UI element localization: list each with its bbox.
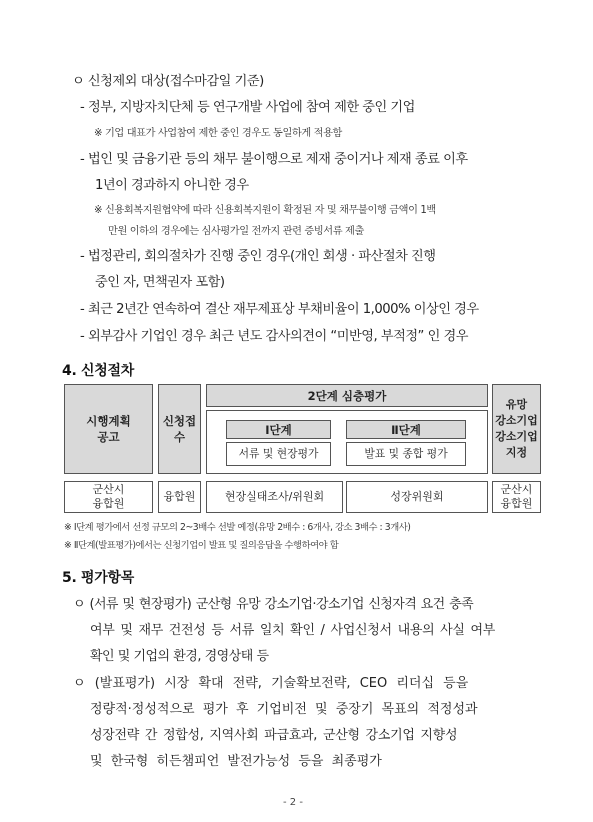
flow-phase1-text: 서류 및 현장평가 [238,447,319,460]
flow-phase1-header [226,420,331,439]
flow-designation-line: 유망 [505,398,528,411]
exclusion-note: ※ 신용회복지원협약에 따라 신용회복지원이 확정된 자 및 채무불이행 금액이 1백 [94,205,436,216]
section-5-title: 5. 평가항목 [62,570,134,586]
exclusion-item: - 정부, 지방자치단체 등 연구개발 사업에 참여 제한 중인 기업 [80,100,415,115]
flow-org-phase1 [206,481,343,513]
exclusion-heading: ㅇ 신청제외 대상(접수마감일 기준) [72,74,264,89]
flow-stage2-header [206,384,488,407]
flow-org-phase2 [346,481,488,513]
procedure-note: ※ Ⅰ단계 평가에서 선정 규모의 2~3배수 선발 예정(유망 2배수 : 6개사, 강소 3배수 : 3개사) [64,522,411,533]
exclusion-item: - 법정관리, 회의절차가 진행 중인 경우(개인 회생 · 파산절차 진행 [80,249,436,264]
flow-step-application [158,384,201,474]
evaluation-paragraph-line: 여부 및 재무 건전성 등 서류 일치 확인 / 사업신청서 내용의 사실 여부 [90,623,496,638]
flow-org-line: 융합원 [92,497,125,510]
section-4-title: 4. 신청절차 [62,363,134,379]
exclusion-note-cont: 만원 이하의 경우에는 심사평가일 전까지 관련 증빙서류 제출 [108,226,364,237]
flow-org-line: 현장실태조사/위원회 [224,490,325,503]
flow-phase2-label: Ⅱ단계 [391,422,421,437]
flow-org-line: 융합원 [163,490,196,503]
exclusion-note: ※ 기업 대표가 사업참여 제한 중인 경우도 동일하게 적용함 [94,128,342,139]
evaluation-paragraph-line: 성장전략 간 정합성, 지역사회 파급효과, 군산형 강소기업 지향성 [90,728,458,743]
flow-org-line: 군산시 [92,483,125,496]
evaluation-paragraph-line: 정량적·정성적으로 평가 후 기업비전 및 중장기 목표의 적정성과 [90,702,478,717]
flow-phase1-body [226,442,331,466]
flow-org-line: 융합원 [500,497,533,510]
flow-stage2-label: 2단계 심층평가 [307,388,387,403]
flow-org-line: 성장위원회 [390,490,444,503]
flow-step-announcement-line: 공고 [97,430,120,444]
procedure-note: ※ Ⅱ단계(발표평가)에서는 신청기업이 발표 및 질의응답을 수행하여야 함 [64,540,339,551]
flow-phase1-label: Ⅰ단계 [265,422,292,437]
flow-org-line: 군산시 [500,483,533,496]
flow-step-designation [492,384,541,474]
flow-designation-line: 지정 [505,446,528,459]
evaluation-paragraph-line: ㅇ (서류 및 현장평가) 군산형 유망 강소기업·강소기업 신청자격 요건 충족 [73,597,474,612]
exclusion-item: - 법인 및 금융기관 등의 채무 불이행으로 제재 중이거나 제재 종료 이후 [80,152,468,167]
page-number: - 2 - [283,797,303,808]
exclusion-item-cont: 1년이 경과하지 아니한 경우 [95,178,249,193]
flow-step-application-label: 신청접수 [162,414,197,444]
evaluation-paragraph-line: 확인 및 기업의 환경, 경영상태 등 [90,649,269,664]
flow-designation-line: 강소기업 [495,430,538,443]
evaluation-paragraph-line: ㅇ (발표평가) 시장 확대 전략, 기술확보전략, CEO 리더십 등을 [73,676,469,691]
flow-phase2-body [346,442,466,466]
exclusion-item: - 외부감사 기업인 경우 최근 년도 감사의견이 “미반영, 부적정” 인 경우 [80,329,468,344]
flow-phase2-text: 발표 및 종합 평가 [364,447,448,460]
flow-org-announcement [64,481,153,513]
exclusion-item: - 최근 2년간 연속하여 결산 재무제표상 부채비율이 1,000% 이상인 경우 [80,302,479,317]
exclusion-item-cont: 중인 자, 면책권자 포함) [95,275,225,290]
flow-org-designation [492,481,541,513]
flow-designation-line: 강소기업 [495,414,538,427]
flow-org-application [158,481,201,513]
flow-step-announcement [64,384,153,474]
flow-phase2-header [346,420,466,439]
flow-step-announcement-line: 시행계획 [86,414,131,428]
evaluation-paragraph-line: 및 한국형 히든챔피언 발전가능성 등을 최종평가 [90,754,382,769]
